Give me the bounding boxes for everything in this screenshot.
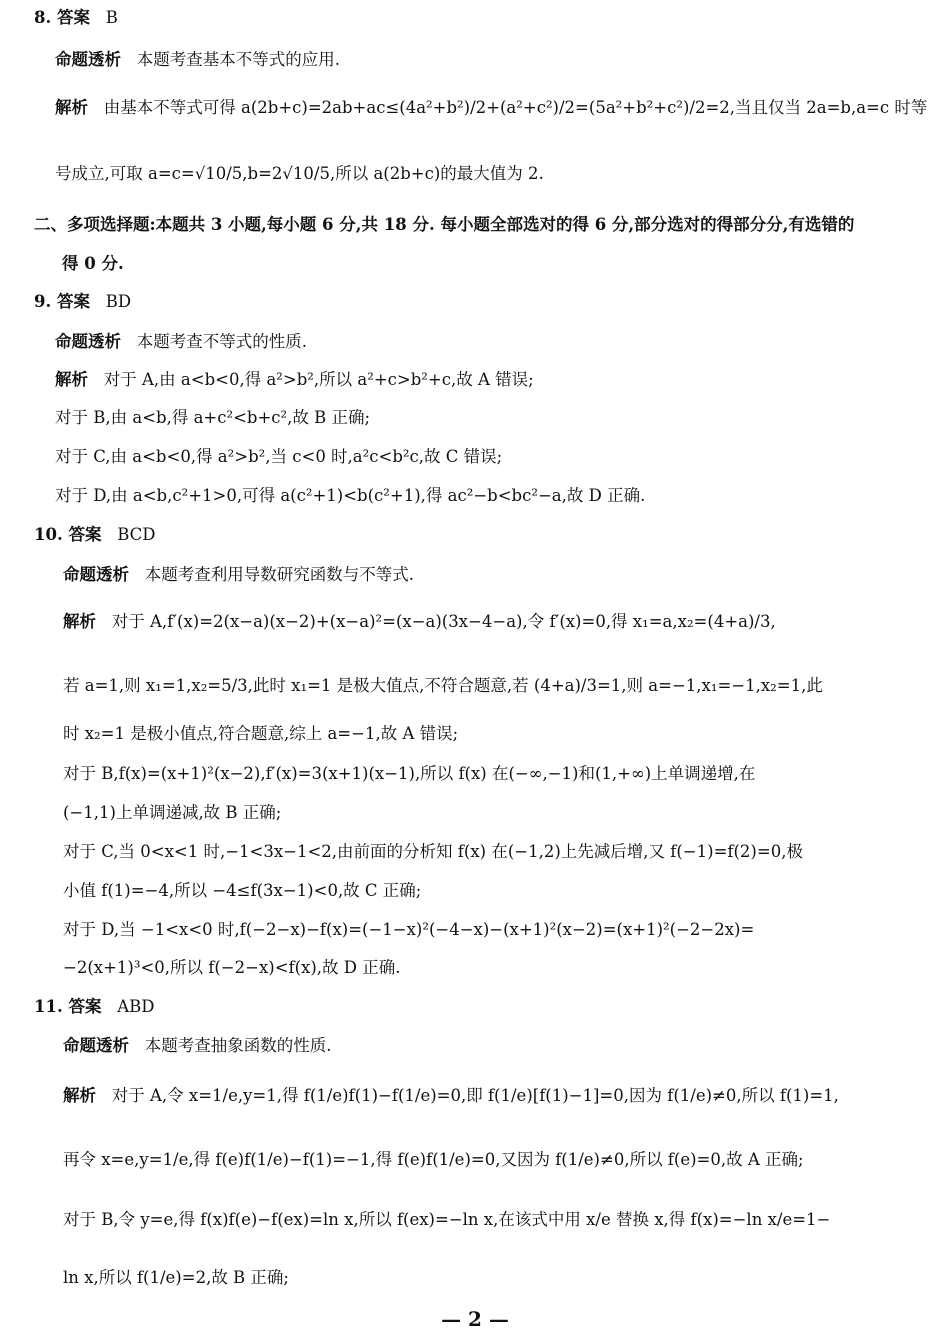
analysis-label: 命题透析: [63, 1036, 129, 1055]
q9-header: [34, 292, 131, 312]
q11-solution-2: 再令 x=e,y=1/e,得 f(e)f(1/e)−f(1)=−1,得 f(e)f(1/e)=0,又因为 f(1/e)≠0,所以 f(e)=0,故 A 正确;: [63, 1150, 804, 1169]
q8-analysis: [55, 50, 340, 70]
q10-solution-6: 对于 C,当 0<x<1 时,−1<3x−1<2,由前面的分析知 f(x) 在(−1,2)上先减后增,又 f(−1)=f(2)=0,极: [63, 842, 803, 861]
solution-label: 解析: [55, 370, 88, 389]
analysis-label: 命题透析: [55, 332, 121, 351]
q8-answer: B: [105, 8, 118, 27]
solution-text: 对于 A,f′(x)=2(x−a)(x−2)+(x−a)²=(x−a)(3x−4−a),令 f′(x)=0,得 x₁=a,x₂=(4+a)/3,: [111, 612, 776, 631]
q10-head: 10. 答案: [34, 525, 102, 544]
q10-analysis: [63, 565, 414, 585]
analysis-label: 命题透析: [55, 50, 121, 69]
q10-solution-3: 时 x₂=1 是极小值点,符合题意,综上 a=−1,故 A 错误;: [63, 724, 459, 743]
q9-analysis: [55, 332, 307, 352]
q10-solution-9: −2(x+1)³<0,所以 f(−2−x)<f(x),故 D 正确.: [63, 958, 401, 977]
q8-solution-line-2: 号成立,可取 a=c=√10/5,b=2√10/5,所以 a(2b+c)的最大值为 2.: [55, 164, 544, 183]
q10-solution-4: 对于 B,f(x)=(x+1)²(x−2),f′(x)=3(x+1)(x−1),所以 f(x) 在(−∞,−1)和(1,+∞)上单调递增,在: [63, 764, 756, 783]
solution-text: 由基本不等式可得 a(2b+c)=2ab+ac≤(4a²+b²)/2+(a²+c²)/2=(5a²+b²+c²)/2=2,当且仅当 2a=b,a=c 时等: [103, 98, 928, 117]
q8-header: [34, 8, 118, 28]
q11-head: 11. 答案: [34, 997, 102, 1016]
q11-analysis: [63, 1036, 332, 1056]
q10-solution-2: 若 a=1,则 x₁=1,x₂=5/3,此时 x₁=1 是极大值点,不符合题意,若 (4+a)/3=1,则 a=−1,x₁=−1,x₂=1,此: [63, 676, 823, 695]
q10-answer: BCD: [117, 525, 156, 544]
page-number: — 2 —: [441, 1307, 509, 1331]
q9-solution-b: 对于 B,由 a<b,得 a+c²<b+c²,故 B 正确;: [55, 408, 371, 427]
section-heading: 二、多项选择题:本题共 3 小题,每小题 6 分,共 18 分. 每小题全部选对的得 6 分,部分选对的得部分分,有选错的: [34, 215, 855, 234]
solution-label: 解析: [63, 612, 96, 631]
q9-solution-d: 对于 D,由 a<b,c²+1>0,可得 a(c²+1)<b(c²+1),得 ac²−b<bc²−a,故 D 正确.: [55, 486, 646, 505]
q9-solution-a: [55, 370, 534, 390]
q11-header: [34, 997, 154, 1017]
analysis-text: 本题考查抽象函数的性质.: [144, 1036, 332, 1055]
q10-solution-1: [63, 612, 776, 632]
q9-solution-c: 对于 C,由 a<b<0,得 a²>b²,当 c<0 时,a²c<b²c,故 C 错误;: [55, 447, 503, 466]
q10-solution-8: 对于 D,当 −1<x<0 时,f(−2−x)−f(x)=(−1−x)²(−4−x)−(x+1)²(x−2)=(x+1)²(−2−2x)=: [63, 920, 755, 939]
solution-label: 解析: [63, 1086, 96, 1105]
q8-head: 8. 答案: [34, 8, 90, 27]
analysis-text: 本题考查利用导数研究函数与不等式.: [144, 565, 414, 584]
q10-header: [34, 525, 156, 545]
q9-head: 9. 答案: [34, 292, 90, 311]
q11-solution-1: [63, 1086, 839, 1106]
q11-solution-4: ln x,所以 f(1/e)=2,故 B 正确;: [63, 1268, 289, 1287]
q10-solution-5: (−1,1)上单调递减,故 B 正确;: [63, 803, 282, 822]
q10-solution-7: 小值 f(1)=−4,所以 −4≤f(3x−1)<0,故 C 正确;: [63, 881, 422, 900]
q11-solution-3: 对于 B,令 y=e,得 f(x)f(e)−f(ex)=ln x,所以 f(ex)=−ln x,在该式中用 x/e 替换 x,得 f(x)=−ln x/e=1−: [63, 1210, 831, 1229]
solution-label: 解析: [55, 98, 88, 117]
q8-solution-line-1: [55, 98, 927, 118]
solution-text: 对于 A,令 x=1/e,y=1,得 f(1/e)f(1)−f(1/e)=0,即 f(1/e)[f(1)−1]=0,因为 f(1/e)≠0,所以 f(1)=1,: [111, 1086, 839, 1105]
q9-answer: BD: [105, 292, 132, 311]
analysis-text: 本题考查不等式的性质.: [136, 332, 307, 351]
analysis-text: 本题考查基本不等式的应用.: [136, 50, 340, 69]
q11-answer: ABD: [117, 997, 155, 1016]
section-heading-cont: 得 0 分.: [62, 254, 124, 273]
solution-text: 对于 A,由 a<b<0,得 a²>b²,所以 a²+c>b²+c,故 A 错误;: [103, 370, 534, 389]
analysis-label: 命题透析: [63, 565, 129, 584]
